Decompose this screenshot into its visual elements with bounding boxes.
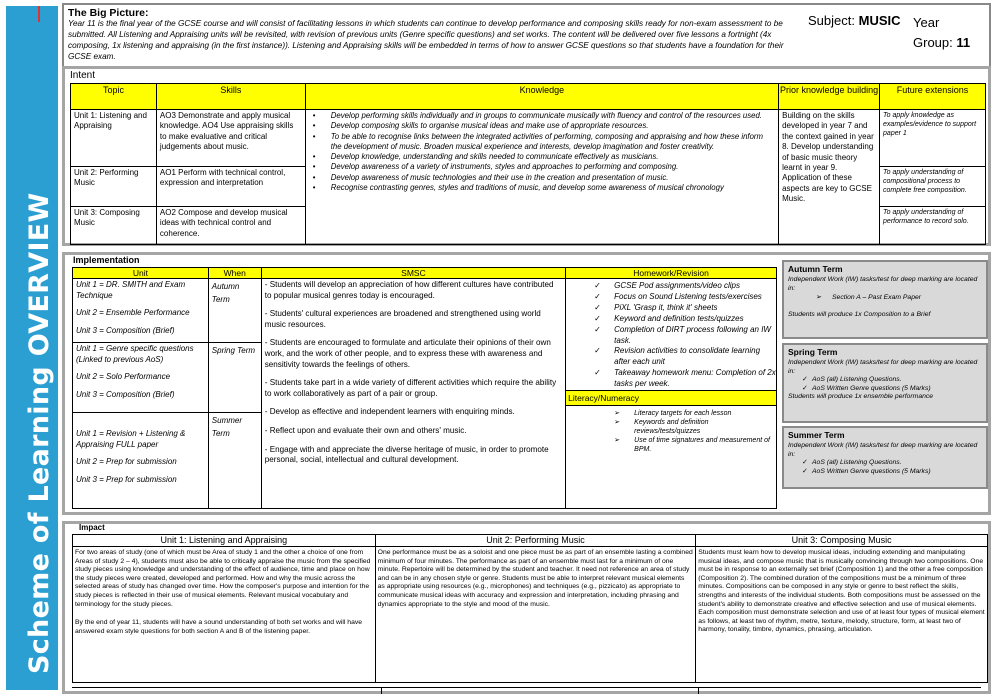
year-group-line-2 bbox=[913, 33, 970, 53]
header-topic: Topic bbox=[71, 84, 157, 110]
impact-cell bbox=[73, 547, 376, 683]
impact-table bbox=[72, 534, 988, 683]
big-picture-text: Year 11 is the final year of the GCSE course and will consist of facilitating lessons in which students can continue to develop performance and composing skills ready for non-exam assessment to be submitted. All Listening and Appraising units will be revisited, with revision of previous units (Genre specific questions) and set works. The content will be delivered over five lessons a fortnight (4x composing, 1x listening and appraising (in the first instance)). Listening and Appraising skills will be embedded in terms of how to answer GCSE questions so that students have a foundation for their GCSE exam. bbox=[68, 19, 784, 61]
list-item: • Develop composing skills to organise musical ideas and make use of appropriate resources. bbox=[309, 121, 775, 131]
term-intro: Independent Work (IW) tasks/test for deep marking are located in: bbox=[788, 359, 978, 375]
future-cell: To apply understanding of performance to record solo. bbox=[880, 207, 986, 245]
unit-line: Unit 1 = Genre specific questions (Linked to previous AoS) bbox=[76, 344, 194, 364]
term-item: ✓ AoS (all) Listening Questions. bbox=[788, 376, 982, 385]
list-item: • Develop awareness of a variety of instruments, styles and approaches to performing and composing. bbox=[309, 162, 775, 172]
year-group-label-1: Year bbox=[913, 15, 940, 30]
spring-term-box bbox=[782, 343, 988, 423]
list-item: • Develop knowledge, understanding and skills needed to communicate effectively as musicians. bbox=[309, 152, 775, 162]
topic-cell: Unit 2: Performing Music bbox=[71, 167, 157, 207]
smsc-cell bbox=[261, 279, 565, 509]
term-intro: Independent Work (IW) tasks/test for deep marking are located in: bbox=[788, 442, 978, 458]
literacy-header: Literacy/Numeracy bbox=[566, 390, 776, 406]
smsc-item: - Students are encouraged to formulate and articulate their opinions of their own work, and the work of other people, and to express these with awareness and sensitivity towards the feelings of others. bbox=[264, 338, 551, 369]
impact-paragraph: One performance must be as a soloist and one piece must be as part of an ensemble lasting a combined minimum of four minutes. The performance as part of an ensemble must last for a minimum of one minute. Repertoire will be determined by the student and teacher. It need not reference an area of study and can be in any chosen style or genre. Students must be able to interpret relevant musical elements as appropriate using resources (e.g., microphones) and techniques (e.g., pizzicato) as appropriate to communicate musical ideas with accuracy and expression and interpretation, including phrasing and dynamics appropriate to the style and mood of the music. bbox=[377, 549, 693, 608]
unit-line: Unit 2 = Prep for submission bbox=[76, 457, 177, 466]
impact-header: Unit 3: Composing Music bbox=[696, 535, 988, 547]
intent-section bbox=[62, 66, 991, 246]
unit-line: Unit 1 = Revision + Listening & Appraising FULL paper bbox=[76, 429, 186, 449]
term-note: Students will produce 1x Composition to a Brief bbox=[788, 311, 931, 319]
prior-knowledge-cell: Building on the skills developed in year 7 and the context gained in year 8. Develop understanding of basic music theory learnt in year 9. Application of these aspects are key to GCSE Music. bbox=[779, 110, 880, 245]
impact-header-row bbox=[73, 535, 988, 547]
header-homework: Homework/Revision bbox=[566, 268, 777, 279]
subject-value: MUSIC bbox=[858, 13, 901, 28]
autumn-term-box bbox=[782, 260, 988, 339]
impact-label: Impact bbox=[79, 523, 105, 532]
unit-line: Unit 3 = Composition (Brief) bbox=[76, 325, 175, 335]
list-item: ✓ Keyword and definition tests/quizzes bbox=[566, 314, 776, 325]
list-item: ✓ PiXL 'Grasp it, think it' sheets bbox=[566, 303, 776, 314]
smsc-item: - Students' cultural experiences are broadened and strengthened using world music resources. bbox=[264, 309, 541, 329]
impact-cell bbox=[375, 547, 696, 683]
when-cell: Summer Term bbox=[208, 413, 261, 509]
skills-cell: AO3 Demonstrate and apply musical knowledge. AO4 Use appraising skills to make evaluative and critical judgements about music. bbox=[156, 110, 305, 167]
skills-cell: AO1 Perform with technical control, expression and interpretation bbox=[156, 167, 305, 207]
smsc-item: - Engage with and appreciate the diverse heritage of music, in order to promote personal, social, intellectual and cultural development. bbox=[264, 444, 549, 465]
table-row bbox=[71, 110, 986, 167]
term-intro: Independent Work (IW) tasks/test for deep marking are located in: bbox=[788, 276, 978, 292]
intent-table bbox=[70, 83, 986, 245]
list-item: • Develop awareness of music technologies and their use in the creation and presentation of music. bbox=[309, 173, 775, 183]
list-item: ✓ Revision activities to consolidate learning after each unit bbox=[566, 346, 776, 368]
impact-paragraph: For two areas of study (one of which must be Area of study 1 and the other a choice of one from Areas of study 2 – 4), students must also be able to critically appraise the music from the specified study pieces using knowledge and understanding of the effect of audience, time and place on how the study pieces were created, developed and performed. How and why the music across the selected areas of study has changed over time. How the composer's purpose and intention for the study pieces is reflected in their use of musical elements. Relevant musical vocabulary and terminology for the study pieces. bbox=[75, 549, 371, 608]
header-unit: Unit bbox=[73, 268, 209, 279]
year-group-value: 11 bbox=[956, 35, 971, 50]
unit-line: Unit 2 = Ensemble Performance bbox=[76, 308, 190, 317]
term-item: ✓ AoS (all) Listening Questions. bbox=[788, 459, 982, 468]
header-smsc: SMSC bbox=[261, 268, 565, 279]
when-cell: Spring Term bbox=[208, 343, 261, 413]
sidebar-marker bbox=[38, 6, 40, 22]
term-item: ✓ AoS Written Genre questions (5 Marks) bbox=[788, 468, 982, 477]
implementation-label: Implementation bbox=[73, 255, 140, 265]
when-cell: Autumn Term bbox=[208, 279, 261, 343]
implementation-table bbox=[72, 267, 777, 509]
header-when: When bbox=[208, 268, 261, 279]
homework-list bbox=[566, 279, 776, 390]
implementation-section bbox=[62, 252, 991, 515]
header-skills: Skills bbox=[156, 84, 305, 110]
divider bbox=[381, 687, 382, 694]
list-item: • Develop performing skills individually and in groups to communicate musically with fluency and control of the resources used. bbox=[309, 111, 775, 121]
unit-line: Unit 3 = Composition (Brief) bbox=[76, 389, 175, 399]
year-group-label-2: Group: bbox=[913, 35, 953, 50]
homework-cell bbox=[566, 279, 777, 509]
term-title: Summer Term bbox=[788, 430, 845, 440]
unit-line: Unit 1 = DR. SMITH and Exam Technique bbox=[76, 280, 186, 300]
smsc-item: - Students take part in a wide variety of different activities which require the ability to work collaboratively as part of a pair or group. bbox=[264, 378, 557, 398]
list-item: ➢ Literacy targets for each lesson bbox=[566, 409, 776, 418]
future-cell: To apply understanding of compositional process to complete free composition. bbox=[880, 167, 986, 207]
impact-section bbox=[62, 521, 991, 694]
smsc-item: - Reflect upon and evaluate their own and others' music. bbox=[264, 425, 467, 435]
term-note: Students will produce 1x ensemble performance bbox=[788, 393, 934, 401]
list-item: • Recognise contrasting genres, styles and traditions of music, and develop some awareness of musical chronology bbox=[309, 183, 775, 193]
list-item: ➢ Keywords and definition reviews/tests/quizzes bbox=[566, 418, 776, 436]
divider bbox=[72, 687, 981, 688]
subject-label-text: Subject: bbox=[808, 13, 855, 28]
header-prior-knowledge: Prior knowledge building bbox=[779, 84, 880, 110]
unit-line: Unit 2 = Solo Performance bbox=[76, 372, 171, 381]
list-item: ✓ GCSE Pod assignments/video clips bbox=[566, 281, 776, 292]
implementation-header-row bbox=[73, 268, 777, 279]
smsc-item: - Develop as effective and independent learners with enquiring minds. bbox=[264, 407, 515, 417]
term-item: ✓ AoS Written Genre questions (5 Marks) bbox=[788, 385, 982, 394]
units-cell bbox=[73, 279, 209, 343]
divider bbox=[698, 687, 699, 694]
list-item: ➢ Use of time signatures and measurement of BPM. bbox=[566, 436, 776, 454]
literacy-list bbox=[566, 406, 776, 454]
term-title: Autumn Term bbox=[788, 264, 843, 274]
impact-cell bbox=[696, 547, 988, 683]
intent-header-row bbox=[71, 84, 986, 110]
term-title: Spring Term bbox=[788, 347, 838, 357]
impact-header: Unit 1: Listening and Appraising bbox=[73, 535, 376, 547]
subject-label bbox=[808, 13, 901, 28]
summer-term-box bbox=[782, 426, 988, 489]
unit-line: Unit 3 = Prep for submission bbox=[76, 474, 177, 484]
impact-paragraph: By the end of year 11, students will have a sound understanding of both set works and will have answered exam style questions for both section A and B of the listening paper. bbox=[75, 619, 363, 635]
big-picture-section bbox=[62, 3, 991, 68]
topic-cell: Unit 1: Listening and Appraising bbox=[71, 110, 157, 167]
topic-cell: Unit 3: Composing Music bbox=[71, 207, 157, 245]
units-cell bbox=[73, 413, 209, 509]
smsc-item: - Students will develop an appreciation of how different cultures have contributed to popular musical genres today is encouraged. bbox=[264, 280, 554, 300]
list-item: • To be able to recognise links between the integrated activities of performing, composing and appraising and how these inform the development of music. Broaden musical experience and interests, develop imagination and foster creativity. bbox=[309, 132, 775, 153]
table-row bbox=[73, 547, 988, 683]
year-group bbox=[913, 13, 970, 53]
knowledge-cell bbox=[305, 110, 778, 245]
list-item: ✓ Takeaway homework menu: Completion of 2x tasks per week. bbox=[566, 368, 776, 390]
future-cell: To apply knowledge as examples/evidence to support paper 1 bbox=[880, 110, 986, 167]
intent-label: Intent bbox=[70, 70, 96, 81]
knowledge-list bbox=[309, 111, 775, 193]
list-item: ✓ Completion of DIRT process following an IW task. bbox=[566, 325, 776, 347]
skills-cell: AO2 Compose and develop musical ideas with technical control and coherence. bbox=[156, 207, 305, 245]
impact-header: Unit 2: Performing Music bbox=[375, 535, 696, 547]
big-picture-title: The Big Picture: bbox=[68, 7, 149, 19]
impact-paragraph: Students must learn how to develop musical ideas, including extending and manipulating musical ideas, and compose music that is musically convincing through two compositions. One must be in response to an externally set brief (Composition 1) and the other a free composition (Composition 2). The combined duration of the compositions must be a minimum of three minutes. Compositions can be composed in any style or genre to best reflect the skills, strengths and interests of the individual students. Both compositions must be assessed on the student's ability to demonstrate creative and effective selection and use of musical elements. Each composition must demonstrate selection and use of at least four types of musical element as follows, at least two of rhythm, metre, texture, melody, structure, form, at least two of harmony, tonality, timbre, dynamics, phrasing, articulation. bbox=[698, 549, 985, 634]
term-item: ➢ Section A – Past Exam Paper bbox=[788, 293, 982, 302]
header-knowledge: Knowledge bbox=[305, 84, 778, 110]
list-item: ✓ Focus on Sound Listening tests/exercises bbox=[566, 292, 776, 303]
table-row bbox=[73, 279, 777, 343]
header-future-extensions: Future extensions bbox=[880, 84, 986, 110]
sidebar-title: Scheme of Learning OVERVIEW bbox=[24, 192, 55, 674]
units-cell bbox=[73, 343, 209, 413]
